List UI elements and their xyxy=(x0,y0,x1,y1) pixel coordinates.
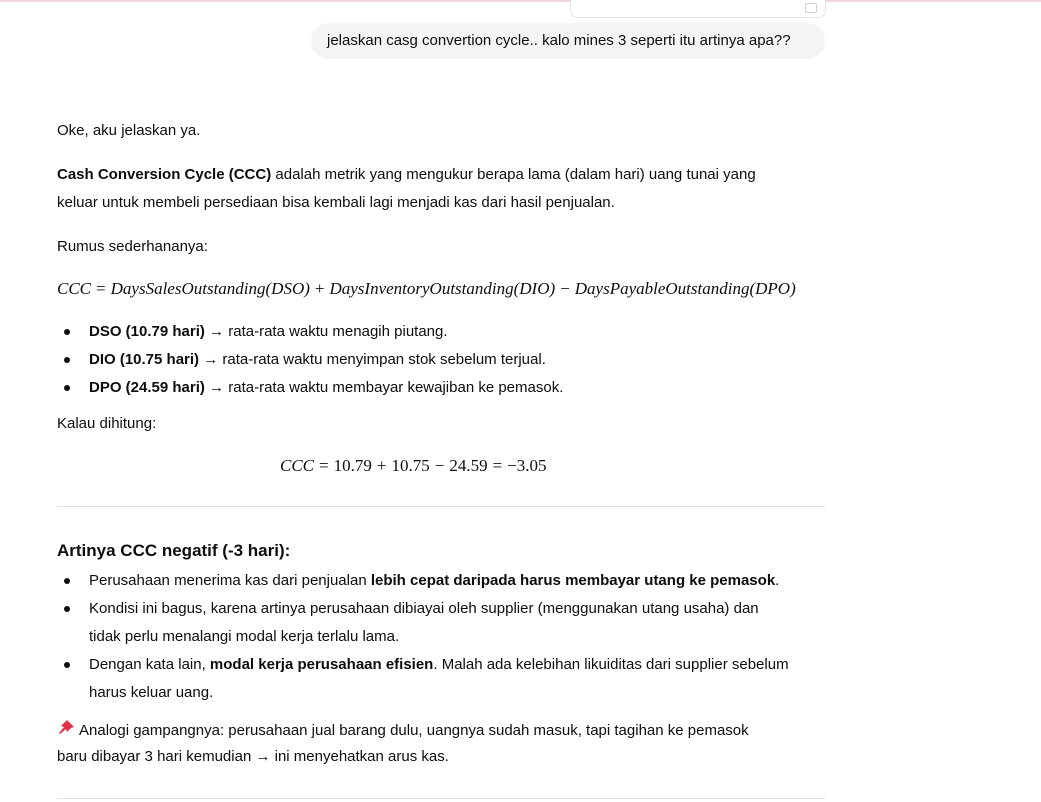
definition-text: adalah metrik yang mengukur berapa lama (dalam hari) uang tunai yang xyxy=(271,166,756,183)
meaning-point-1-bold: lebih cepat daripada harus membayar utang ke pemasok xyxy=(370,572,776,589)
calc-equals: = xyxy=(319,456,329,475)
bullet-dot xyxy=(64,662,70,668)
top-border xyxy=(0,0,1041,2)
bullet-dot xyxy=(64,578,70,584)
analogy-text-1: Analogi gampangnya: perusahaan jual barang dulu, uangnya sudah masuk, tapi tagihan ke pemasok xyxy=(79,722,749,739)
calculation-label: Kalau dihitung: xyxy=(57,415,157,432)
section-divider xyxy=(57,506,825,507)
bullet-dot xyxy=(64,385,70,391)
analogy-line-2: baru dibayar 3 hari kemudian → ini menyehatkan arus kas. xyxy=(57,748,449,765)
pushpin-icon xyxy=(57,719,75,741)
component-dpo xyxy=(89,378,563,398)
calc-dio-value: 10.75 xyxy=(391,456,430,475)
formula-lhs: CCC xyxy=(57,279,92,298)
meaning-point-3-line-2: harus keluar uang. xyxy=(89,684,214,701)
meaning-point-3-bold: modal kerja perusahaan efisien xyxy=(209,656,434,673)
calc-lhs: CCC xyxy=(280,456,315,475)
bottom-divider xyxy=(57,798,825,799)
reply-intro: Oke, aku jelaskan ya. xyxy=(57,122,201,139)
bullet-dot xyxy=(64,606,70,612)
formula-plus: + xyxy=(314,279,325,298)
component-dio-text: → rata-rata waktu menyimpan stok sebelum terjual. xyxy=(199,351,546,368)
copy-icon[interactable] xyxy=(805,3,817,13)
calc-dso-value: 10.79 xyxy=(333,456,372,475)
formula-equals: = xyxy=(96,279,106,298)
bullet-dot xyxy=(64,357,70,363)
meaning-point-3-line-1 xyxy=(89,655,789,675)
calc-minus: − xyxy=(434,456,445,475)
component-dio-label: DIO (10.75 hari) xyxy=(89,351,200,368)
component-dpo-label: DPO (24.59 hari) xyxy=(89,379,205,396)
meaning-point-3-rest: . Malah ada kelebihan likuiditas dari supplier sebelum xyxy=(433,656,789,673)
meaning-point-3-text: Dengan kata lain, xyxy=(89,656,210,673)
meaning-point-1-end: . xyxy=(775,572,780,589)
meaning-point-2-line-1: Kondisi ini bagus, karena artinya perusahaan dibiayai oleh supplier (menggunakan utang usaha) dan xyxy=(89,600,759,617)
calc-dpo-value: 24.59 xyxy=(449,456,488,475)
formula-dso: DaysSalesOutstanding(DSO) xyxy=(110,279,310,298)
calc-result: −3.05 xyxy=(507,456,547,475)
meaning-heading: Artinya CCC negatif (-3 hari): xyxy=(57,541,291,560)
formula-minus: − xyxy=(560,279,570,298)
component-dso-text: → rata-rata waktu menagih piutang. xyxy=(204,323,448,340)
formula-dpo: DaysPayableOutstanding(DPO) xyxy=(574,279,796,298)
formula-dio: DaysInventoryOutstanding(DIO) xyxy=(329,279,556,298)
component-dso xyxy=(89,322,448,342)
definition-line-1 xyxy=(57,165,756,185)
definition-term: Cash Conversion Cycle (CCC) xyxy=(57,166,272,183)
meaning-point-1 xyxy=(89,571,779,591)
component-dso-label: DSO (10.79 hari) xyxy=(89,323,205,340)
calc-plus: + xyxy=(376,456,387,475)
component-dio xyxy=(89,350,546,370)
ccc-formula xyxy=(57,277,796,301)
formula-label: Rumus sederhananya: xyxy=(57,238,208,255)
bullet-dot xyxy=(64,329,70,335)
user-message-bubble: jelaskan casg convertion cycle.. kalo mines 3 seperti itu artinya apa?? xyxy=(311,23,825,59)
component-dpo-text: → rata-rata waktu membayar kewajiban ke pemasok. xyxy=(204,379,564,396)
previous-message-box xyxy=(570,0,826,18)
meaning-point-2-line-2: tidak perlu menalangi modal kerja terlalu lama. xyxy=(89,628,400,645)
analogy-line-1 xyxy=(57,719,749,741)
meaning-point-1-text: Perusahaan menerima kas dari penjualan xyxy=(89,572,371,589)
calc-equals-2: = xyxy=(492,456,503,475)
definition-line-2: keluar untuk membeli persediaan bisa kembali lagi menjadi kas dari hasil penjualan. xyxy=(57,194,615,211)
ccc-calculation xyxy=(280,454,547,478)
